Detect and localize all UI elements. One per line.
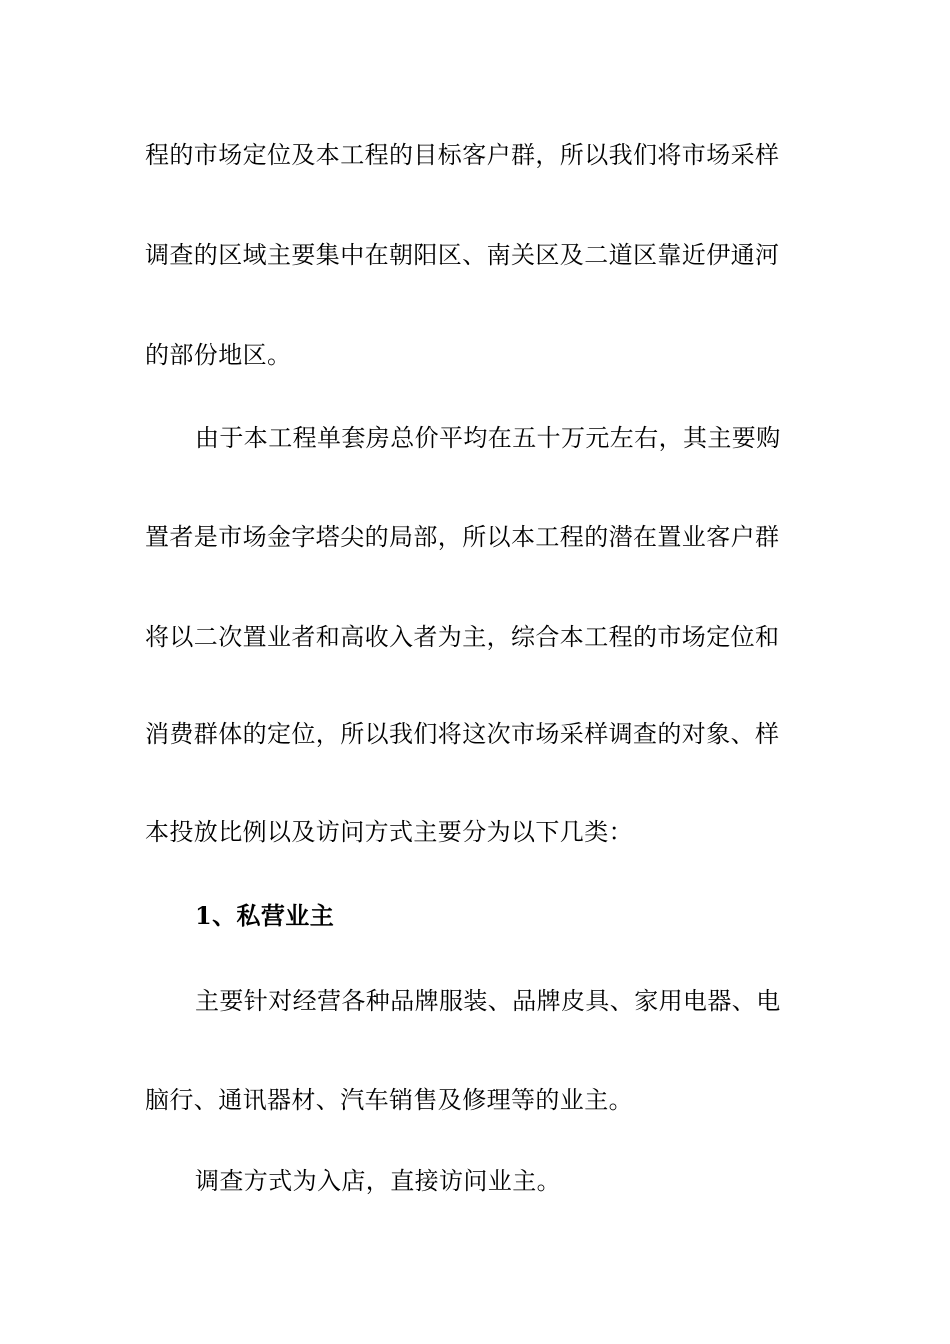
paragraph-line: 由于本工程单套房总价平均在五十万元左右，其主要购 — [195, 424, 781, 452]
paragraph-line: 将以二次置业者和高收入者为主，综合本工程的市场定位和 — [145, 623, 780, 651]
paragraph-line: 主要针对经营各种品牌服装、品牌皮具、家用电器、电 — [195, 987, 781, 1015]
paragraph-line: 本投放比例以及访问方式主要分为以下几类： — [145, 818, 633, 846]
paragraph-line: 消费群体的定位，所以我们将这次市场采样调查的对象、样 — [145, 720, 780, 748]
section-heading: 1、私营业主 — [195, 901, 335, 930]
paragraph-line: 程的市场定位及本工程的目标客户群，所以我们将市场采样 — [145, 141, 780, 169]
paragraph-line: 置者是市场金字塔尖的局部，所以本工程的潜在置业客户群 — [145, 523, 780, 551]
paragraph-line: 脑行、通讯器材、汽车销售及修理等的业主。 — [145, 1086, 633, 1114]
paragraph-line: 的部份地区。 — [145, 341, 292, 369]
paragraph-line: 调查的区域主要集中在朝阳区、南关区及二道区靠近伊通河 — [145, 241, 780, 269]
paragraph-line: 调查方式为入店，直接访问业主。 — [195, 1167, 561, 1195]
